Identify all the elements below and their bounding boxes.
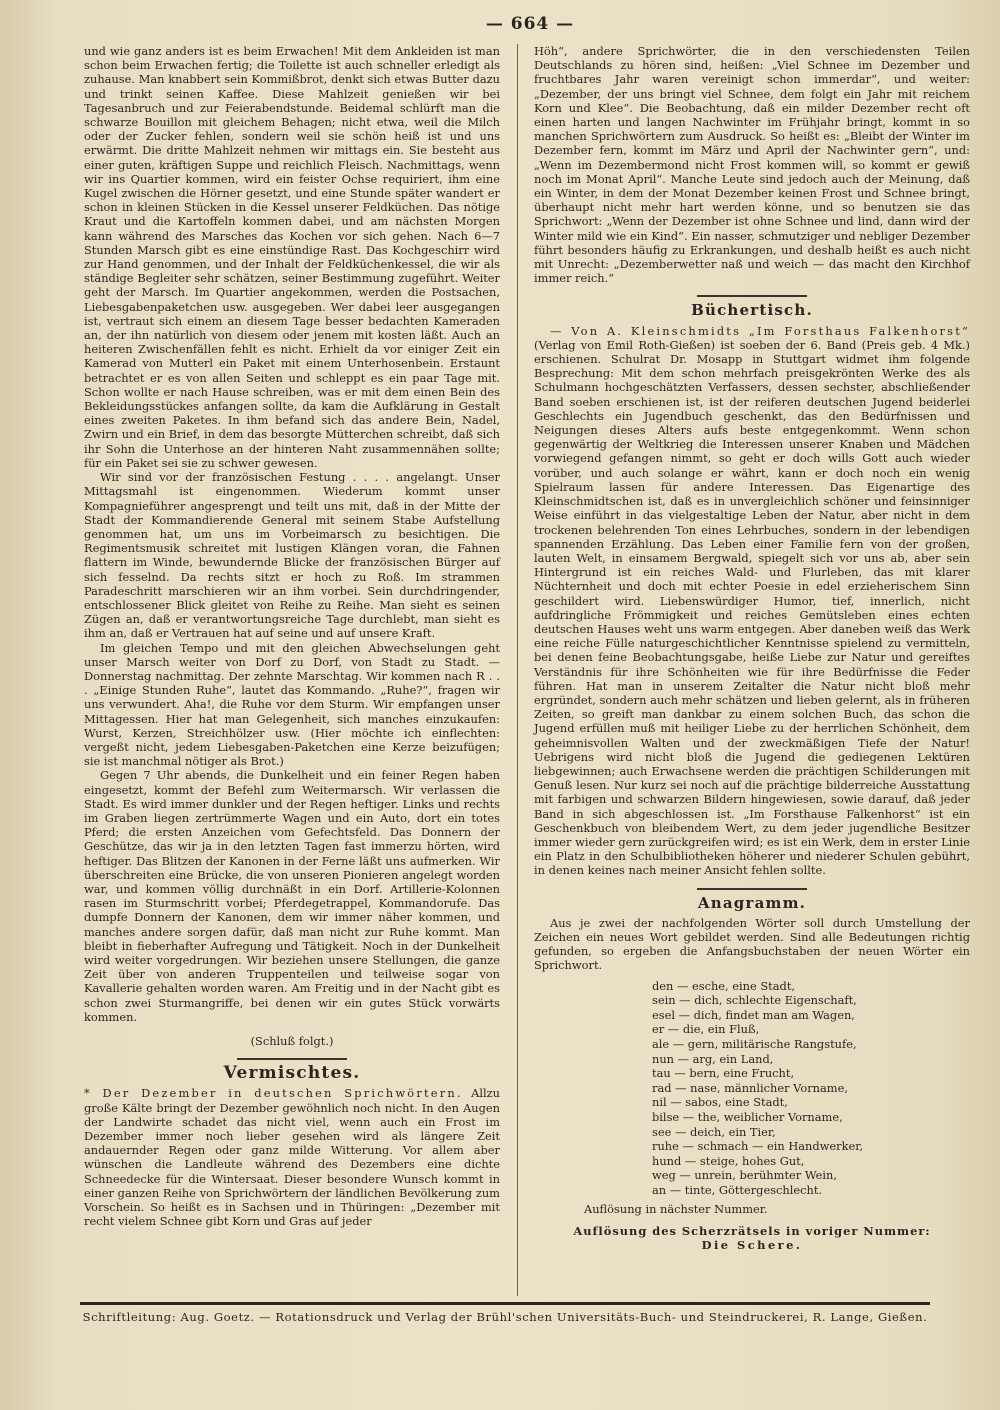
anagramm-item: nun — arg, ein Land,	[652, 1051, 774, 1066]
article-paragraph: und wie ganz anders ist es beim Erwachen! Mit dem Ankleiden ist man schon beim Erwachen fertig; die Toilette ist auch schneller erledigt als zuhause. Man knabbert sein Kommißbrot, denkt sich etwas Butter dazu und trinkt seinen Kaffee. Diese Mahlzeit genießen wir bei Tagesanbruch und zur Feierabendstunde. Beidemal schlürft man die schwarze Bouillon mit gleichem Behagen; nicht etwa, weil die Milch oder der Zucker fehlen, sondern weil sie schön heiß ist und uns erwärmt. Die dritte Mahlzeit nehmen wir mittags ein. Sie besteht aus einer guten, kräftigen Suppe und reichlich Fleisch. Nachmittags, wenn wir ins Quartier kommen, wird ein feister Ochse requiriert, ihm eine Kugel zwischen die Hörner gesetzt, und eine Stunde später wandert er schon in kleinen Stücken in die Kessel unserer Feldküchen. Das nötige Kraut und die Kartoffeln kommen dabei, und am nächsten Morgen kann während des Marsches das Kochen vor sich gehen. Nach 6—7 Stunden Marsch gibt es eine einstündige Rast. Das Kochgeschirr wird zur Hand genommen, und der Inhalt der Feldküchenkessel, die wir als ständige Begleiter sehr schätzen, seiner Bestimmung zugeführt. Weiter geht der Marsch. Im Quartier angekommen, werden die Postsachen, Liebesgabenpaketchen usw. ausgegeben. Wer dabei leer ausgegangen ist, vertraut sich einem an diesem Tage besser bedachten Kameraden an, der ihn natürlich von diesem oder jenem mit kosten läßt. Auch an heiteren Zwischenfällen fehlt es nicht. Erhielt da vor einiger Zeit ein Kamerad von Mutterl ein Paket mit einem Unterhosenbein. Erstaunt betrachtet er es von allen Seiten und schleppt es ein paar Tage mit. Schon wollte er nach Hause schreiben, was er mit dem einen Bein des Bekleidungsstückes anfangen sollte, da kam die Aufklärung in Gestalt eines zweiten Paketes. In ihm befand sich das andere Bein, Nadel, Zwirn und ein Brief, in dem das besorgte Mütterchen schreibt, daß sich ihr Sohn die Unterhose an der hinteren Naht zusammennähen sollte; für ein Paket sei sie zu schwer gewesen.	[84, 44, 500, 470]
buechertisch-text: (Verlag von Emil Roth-Gießen) ist soeben der 6. Band (Preis geb. 4 Mk.) erschienen. Schulrat Dr. Mosapp in Stuttgart widmet ihm folgende Besprechung: Mit dem schon mehrfach preisgekrönten Werke des als Schulmann hochgeschätzten Verfassers, dessen sechster, abschließender Band soeben erschienen ist, ist der reiferen deutschen Jugend beiderlei Geschlechts ein Jugendbuch geschenkt, das den Bedürfnissen und Neigungen dieses Alters aufs beste entgegenkommt. Wenn schon gegenwärtig der Weltkrieg die Interessen unserer Knaben und Mädchen vorwiegend gefangen nimmt, so geht er doch wills Gott auch wieder vorüber, und auch solange er währt, kann er doch noch ein wenig Spielraum lassen für andere Interessen. Das Eigenartige des Kleinschmidtschen ist, daß es in unvergleichlich schöner und feinsinniger Weise einführt in das vielgestaltige Leben der Natur, aber nicht in dem trockenen belehrenden Ton eines Lehrbuches, sondern in der lebendigen spannenden Erzählung. Das Leben einer Familie fern von der großen, lauten Welt, in einsamem Bergwald, spiegelt sich vor uns ab, aber sein Hintergrund ist ein reiches Wald- und Flurleben, das mit klarer Nüchternheit und doch mit echter Poesie in edel erzieherischem Sinn geschildert wird. Liebenswürdiger Humor, tief, innerlich, nicht aufdringliche Frömmigkeit und reiches Gemütsleben eines echten deutschen Hauses weht uns warm entgegen. Aber daneben weiß das Werk eine reiche Fülle naturgeschichtlicher Kenntnisse spielend zu vermitteln, bei denen feine Beobachtungsgabe, heiße Liebe zur Natur und gereiftes Verständnis für ihre Schönheiten wie für ihre Bedürfnisse die Feder führen. Hat man in unserem Zeitalter die Natur nicht bloß mehr ergründet, sondern auch mehr schätzen und lieben gelernt, als in früheren Zeiten, so greift man dankbar zu einem solchen Buch, das schon die Jugend erfüllen muß mit heiliger Liebe zu der herrlichen Schönheit, dem geheimnisvollen Walten und der zweckmäßigen Tiefe der Natur! Uebrigens wird nicht bloß die Jugend die gediegenen Lektüren liebgewinnen; auch Erwachsene werden die prächtigen Schilderungen mit Genuß lesen. Nur kurz sei noch auf die prächtige bilderreiche Ausstattung mit farbigen und schwarzen Bildern hingewiesen, sowie darauf, daß jeder Band in sich abgeschlossen ist. „Im Forsthause Falkenhorst“ ist ein Geschenkbuch von bleibendem Wert, zu dem jeder jugendliche Besitzer immer wieder gern zurückgreifen wird; es ist ein Werk, dem in erster Linie ein Platz in den Schulbibliotheken höherer und niederer Schulen gebührt, in denen keines nach meiner Ansicht fehlen sollte.	[534, 337, 970, 878]
anagramm-item: rad — nase, männlicher Vorname,	[652, 1080, 848, 1095]
page-number: — 664 —	[485, 14, 575, 34]
anagramm-item: ale — gern, militärische Rangstufe,	[652, 1036, 857, 1051]
column-divider	[517, 44, 518, 1296]
anagramm-item: bilse — the, weiblicher Vorname,	[652, 1109, 843, 1124]
footer-rule	[80, 1302, 930, 1305]
imprint-footer: Schriftleitung: Aug. Goetz. — Rotationsdruck und Verlag der Brühl'schen Universitäts-Buch- und Steindruckerei, R. Lange, Gießen.	[82, 1310, 928, 1324]
article-paragraph: Gegen 7 Uhr abends, die Dunkelheit und ein feiner Regen haben eingesetzt, kommt der Befehl zum Weitermarsch. Wir verlassen die Stadt. Es wird immer dunkler und der Regen heftiger. Links und rechts im Graben liegen zertrümmerte Wagen und ein Auto, dort ein totes Pferd; die ersten Anzeichen vom Gefechtsfeld. Das Donnern der Geschütze, das wir ja in den letzten Tagen fast immerzu hörten, wird heftiger. Das Blitzen der Kanonen in der Ferne läßt uns aufmerken. Wir überschreiten eine Brücke, die von unseren Pionieren angelegt worden war, und kommen völlig durchnäßt in ein Dorf. Artillerie-Kolonnen rasen im Sturmschritt vorbei; Pferdegetrappel, Kommandorufe. Das dumpfe Donnern der Kanonen, dem wir immer näher kommen, und manches andere sorgen dafür, daß man nicht zur Ruhe kommt. Man bleibt in fieberhafter Aufregung und Tätigkeit. Noch in der Dunkelheit wird weiter vorgedrungen. Wir beziehen unsere Stellungen, die ganze Zeit über von anderen Truppenteilen und teilweise sogar von Kavallerie gehalten worden waren. Am Freitig und in der Nacht gibt es schon zwei Sturmangriffe, bei denen wir ein gutes Stück vorwärts kommen.	[84, 768, 500, 1024]
anagramm-item: hund — steige, hohes Gut,	[652, 1153, 805, 1168]
right-column	[534, 44, 970, 1252]
anagramm-item: weg — unrein, berühmter Wein,	[652, 1168, 837, 1183]
anagramm-intro: Aus je zwei der nachfolgenden Wörter soll durch Umstellung der Zeichen ein neues Wort gebildet werden. Sind alle Bedeutungen richtig gefunden, so ergeben die Anfangsbuchstaben der neuen Wörter ein Sprichwort.	[534, 915, 970, 973]
article-paragraph: Wir sind vor der französischen Festung . . . . angelangt. Unser Mittagsmahl ist eingenommen. Wiederum kommt unser Kompagnieführer angesprengt und teilt uns mit, daß in der Mitte der Stadt der Kommandierende General mit seinem Stabe Aufstellung genommen hat, um uns im Vorbeimarsch zu besichtigen. Die Regimentsmusik schreitet mit lustigen Klängen voran, die Fahnen flattern im Winde, bewundernde Blicke der französischen Bürger auf sich fesselnd. Da rechts sitzt er hoch zu Roß. Im strammen Paradeschritt marschieren wir an ihm vorbei. Sein durchdringender, entschlossener Blick gleitet von Reihe zu Reihe. Man sieht es seinen Zügen an, daß er verantwortungsreiche Tage durchlebt, man sieht es ihm an, daß er Vertrauen hat auf seine und auf unsere Kraft.	[84, 470, 500, 641]
vermischtes-lead: * Der Dezember in deutschen Sprichwörtern.	[84, 1086, 463, 1101]
article-paragraph: Im gleichen Tempo und mit den gleichen Abwechselungen geht unser Marsch weiter von Dorf zu Dorf, von Stadt zu Stadt. — Donnerstag nachmittag. Der zehnte Marschtag. Wir kommen nach R . . . „Einige Stunden Ruhe“, lautet das Kommando. „Ruhe?“, fragen wir uns verwundert. Aha!, die Ruhe vor dem Sturm. Wir empfangen unser Mittagessen. Hier hat man Gelegenheit, sich manches einzukaufen: Wurst, Kerzen, Streichhölzer usw. (Hier möchte ich einflechten: vergeßt nicht, jedem Liebesgaben-Paketchen eine Kerze beizufügen; sie ist manchmal nötiger als Brot.)	[84, 640, 500, 769]
anagramm-item: tau — bern, eine Frucht,	[652, 1066, 795, 1081]
anagramm-item: sein — dich, schlechte Eigenschaft,	[652, 993, 857, 1008]
section-divider	[697, 888, 807, 890]
anagramm-item: an — tinte, Göttergeschlecht.	[652, 1182, 823, 1197]
left-column	[84, 44, 500, 1228]
buechertisch-paragraph	[534, 324, 970, 878]
aufloesung-answer: Die Schere.	[701, 1237, 803, 1252]
anagramm-item: ruhe — schmach — ein Handwerker,	[652, 1139, 864, 1154]
anagramm-item: den — esche, eine Stadt,	[652, 978, 796, 993]
section-divider	[697, 295, 807, 297]
continuation-note: (Schluß folgt.)	[250, 1034, 334, 1049]
section-divider	[237, 1058, 347, 1060]
section-heading-anagramm: Anagramm.	[697, 893, 807, 912]
anagramm-item: esel — dich, findet man am Wagen,	[652, 1007, 855, 1022]
anagramm-item: er — die, ein Fluß,	[652, 1022, 760, 1037]
vermischtes-paragraph	[84, 1086, 500, 1228]
anagramm-item: see — deich, ein Tier,	[652, 1124, 776, 1139]
vermischtes-text: Allzu große Kälte bringt der Dezember gewöhnlich noch nicht. In den Augen der Landwirte schadet das nicht viel, wenn auch ein Frost im Dezember immer noch lieber gesehen wird als längere Zeit andauernder Regen oder ganz milde Witterung. Vor allem aber wünschen die Landleute während des Dezembers eine dichte Schneedecke für die Wintersaat. Dieser besondere Wunsch kommt in einer ganzen Reihe von Sprichwörtern der ländlichen Bevölkerung zum Vorschein. So heißt es in Sachsen und in Thüringen: „Dezember mit recht vielem Schnee gibt Korn und Gras auf jeder	[84, 1086, 500, 1229]
section-heading-buechertisch: Büchertisch.	[691, 301, 813, 320]
buechertisch-lead: — Von A. Kleinschmidts „Im Forsthaus Falkenhorst“	[550, 323, 970, 338]
anagramm-list	[652, 979, 970, 1198]
anagramm-item: nil — sabos, eine Stadt,	[652, 1095, 788, 1110]
aufloesung-label: Auflösung des Scherzrätsels in voriger Nummer:	[573, 1223, 931, 1238]
vermischtes-continued: Höh“, andere Sprichwörter, die in den verschiedensten Teilen Deutschlands zu hören sind, heißen: „Viel Schnee im Dezember und fruchtbares Jahr waren vereinigt schon immerdar“, und weiter: „Dezember, der uns bringt viel Schnee, dem folgt ein Jahr mit reichem Korn und Klee“. Die Beobachtung, daß ein milder Dezember recht oft einen harten und langen Nachwinter im Frühjahr bringt, kommt in so manchen Sprichwörtern zum Ausdruck. So heißt es: „Bleibt der Winter im Dezember fern, kommt im März und April der Nachwinter gern“, und: „Wenn im Dezembermond nicht Frost kommen will, so kommt er gewiß noch im Monat April“. Manche Leute sind jedoch auch der Meinung, daß ein Winter, in dem der Monat Dezember keinen Frost und Schnee bringt, überhaupt nicht mehr hart werden könne, und so benutzen sie das Sprichwort: „Wenn der Dezember ist ohne Schnee und lind, dann wird der Winter mild wie ein Kind“. Ein nasser, schmutziger und nebliger Dezember führt besonders häufig zu Erkrankungen, und deshalb heißt es auch nicht mit Unrecht: „Dezemberwetter naß und weich — das macht den Kirchhof immer reich.“	[534, 44, 970, 286]
section-heading-vermischtes: Vermischtes.	[223, 1063, 361, 1084]
anagramm-footer: Auflösung in nächster Nummer.	[584, 1201, 768, 1216]
